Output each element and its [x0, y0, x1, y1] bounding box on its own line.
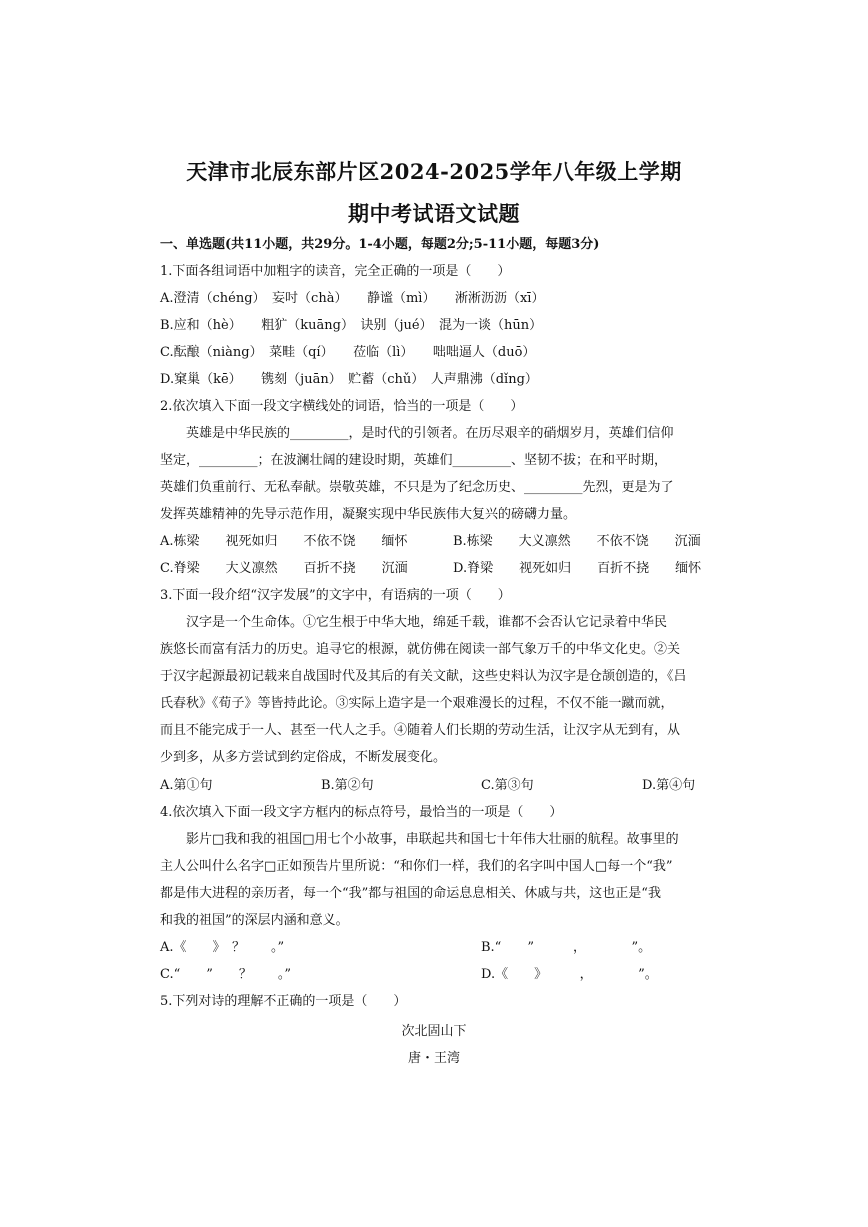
question-4-option-c: C.“ ” ？ 。” — [160, 967, 292, 982]
question-2-option-c: C.脊梁 大义凛然 百折不挠 沉湎 — [160, 561, 408, 576]
question-2-passage-line: 坚定，_________；在波澜壮阔的建设时期，英雄们_________、坚韧不拔；在和平时期， — [160, 453, 668, 468]
question-4-passage-line: 都是伟大进程的亲历者，每一个“我”都与祖国的命运息息相关、休戚与共，这也正是“我 — [160, 886, 661, 901]
poem-author: 唐・王湾 — [407, 1051, 460, 1066]
question-2-option-d: D.脊梁 视死如归 百折不挠 缅怀 — [453, 561, 702, 576]
question-3-option-a: A.第①句 — [160, 778, 213, 793]
section-heading: 一、单选题(共11小题，共29分。1-4小题，每题2分;5-11小题，每题3分) — [160, 237, 600, 252]
question-2-option-a: A.栋梁 视死如归 不依不饶 缅怀 — [160, 534, 408, 549]
question-3-passage-line: 氏春秋》《荀子》等皆持此论。③实际上造字是一个艰难漫长的过程，不仅不能一蹴而就， — [160, 696, 674, 711]
question-1-option-c: C.酝酿（niàng） 菜畦（qí） 莅临（lì） 咄咄逼人（duō） — [160, 345, 536, 360]
question-3-stem: 3.下面一段介绍“汉字发展”的文字中，有语病的一项（ ） — [160, 588, 511, 603]
question-2-passage-line: 英雄们负重前行、无私奉献。崇敬英雄，不只是为了纪念历史、_________先烈，更是为了 — [160, 480, 674, 495]
question-4-passage-line: 主人公叫什么名字□正如预告片里所说：“和你们一样，我们的名字叫中国人□每一个“我” — [160, 859, 673, 874]
question-4-passage-line: 影片□我和我的祖国□用七个小故事，串联起共和国七十年伟大壮丽的航程。故事里的 — [186, 832, 679, 847]
question-3-passage-line: 少到多，从多方尝试到约定俗成，不断发展变化。 — [160, 750, 447, 765]
question-2-stem: 2.依次填入下面一段文字横线处的词语，恰当的一项是（ ） — [160, 399, 524, 414]
question-4-option-d: D.《 》 ， ”。 — [481, 967, 658, 982]
question-4-stem: 4.依次填入下面一段文字方框内的标点符号，最恰当的一项是（ ） — [160, 805, 563, 820]
question-1-option-b: B.应和（hè） 粗犷（kuāng） 诀别（jué） 混为一谈（hūn） — [160, 318, 543, 333]
question-3-passage-line: 族悠长而富有活力的历史。追寻它的根源，就仿佛在阅读一部气象万千的中华文化史。②关 — [160, 642, 681, 657]
question-3-option-d: D.第④句 — [642, 778, 696, 793]
question-1-option-d: D.窠巢（kē） 镌刻（juān） 贮蓄（chǔ） 人声鼎沸（dǐng） — [160, 372, 538, 387]
poem-title: 次北固山下 — [401, 1024, 467, 1039]
question-2-passage-line: 发挥英雄精神的先导示范作用，凝聚实现中华民族伟大复兴的磅礴力量。 — [160, 507, 577, 522]
question-2-passage-line: 英雄是中华民族的_________，是时代的引领者。在历尽艰辛的硝烟岁月，英雄们信仰 — [186, 426, 674, 441]
question-3-passage-line: 于汉字起源最初记载来自战国时代及其后的有关文献，这些史料认为汉字是仓颉创造的，《吕 — [160, 669, 687, 684]
question-4-passage-line: 和我的祖国”的深层内涵和意义。 — [160, 913, 349, 928]
question-4-option-a: A.《 》 ？ 。” — [160, 940, 285, 955]
question-3-passage-line: 而且不能完成于一人、甚至一代人之手。④随着人们长期的劳动生活，让汉字从无到有，从 — [160, 723, 681, 738]
question-3-option-c: C.第③句 — [481, 778, 534, 793]
question-5-stem: 5.下列对诗的理解不正确的一项是（ ） — [160, 994, 407, 1009]
question-2-option-b: B.栋梁 大义凛然 不依不饶 沉湎 — [453, 534, 701, 549]
question-1-stem: 1.下面各组词语中加粗字的读音，完全正确的一项是（ ） — [160, 264, 511, 279]
exam-subtitle: 期中考试语文试题 — [348, 201, 520, 226]
exam-title: 天津市北辰东部片区2024-2025学年八年级上学期 — [186, 159, 682, 184]
question-3-option-b: B.第②句 — [321, 778, 374, 793]
question-3-passage-line: 汉字是一个生命体。①它生根于中华大地，绵延千载，谁都不会否认它记录着中华民 — [186, 615, 668, 630]
question-1-option-a: A.澄清（chéng） 妄吋（chà） 静谧（mì） 淅淅沥沥（xī） — [160, 291, 545, 306]
question-4-option-b: B.“ ” ， ”。 — [481, 940, 652, 955]
